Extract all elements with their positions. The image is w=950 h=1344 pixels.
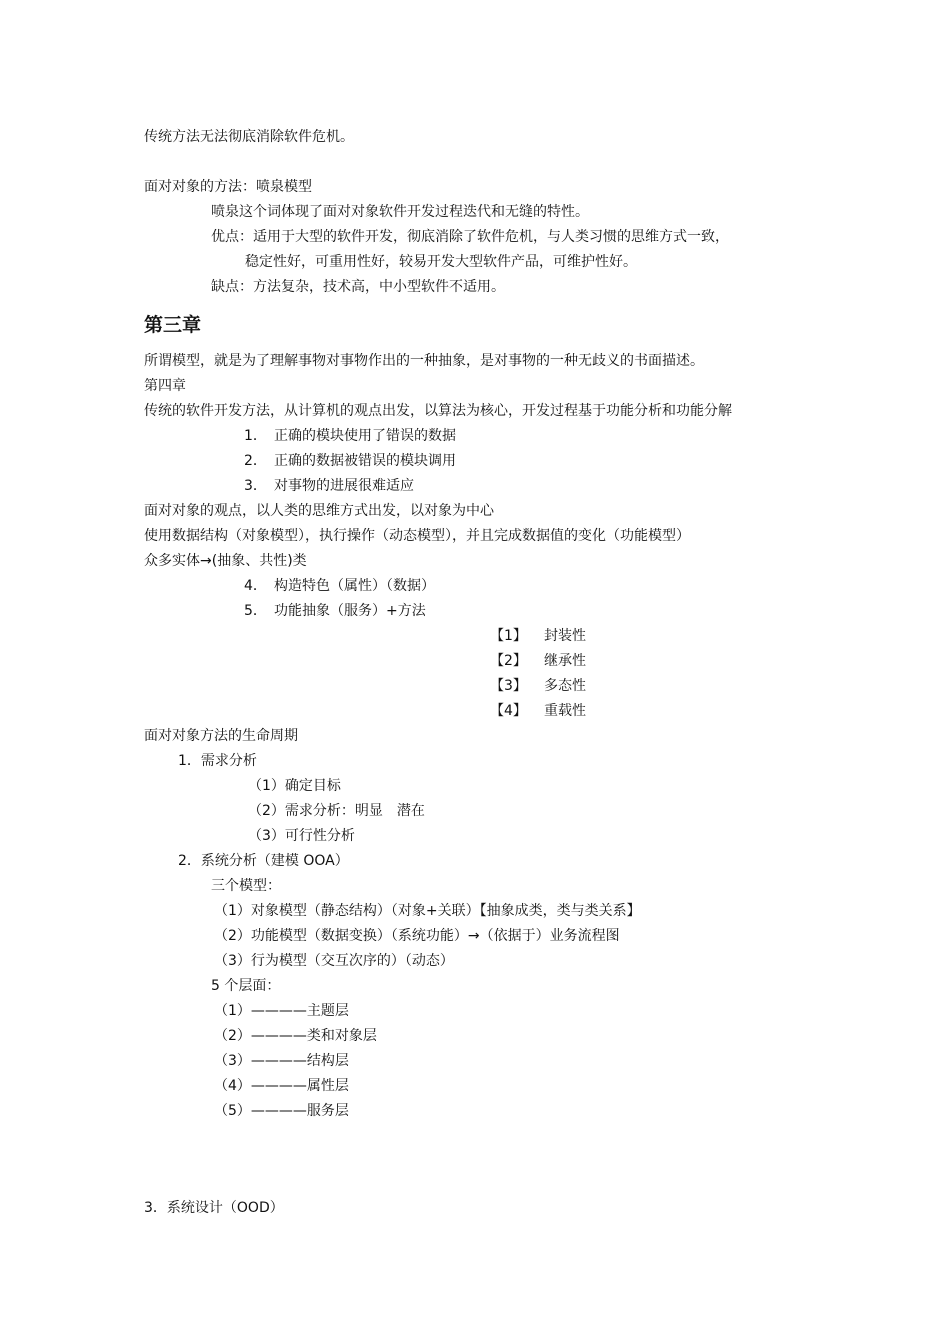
class-part-text: 功能抽象（服务）+方法 (274, 603, 426, 619)
problem-item-2 (244, 452, 456, 470)
feature-item (490, 652, 586, 670)
traditional-method: 传统的软件开发方法，从计算机的观点出发，以算法为核心，开发过程基于功能分析和功能分解 (144, 403, 732, 419)
feature-text: 多态性 (544, 678, 586, 694)
entities-to-class: 众多实体→(抽象、共性)类 (144, 553, 307, 569)
problem-number: 1． (244, 428, 267, 444)
feature-text: 封装性 (544, 628, 586, 644)
oo-viewpoint: 面对对象的观点，以人类的思维方式出发，以对象为中心 (144, 503, 494, 519)
chapter-3-heading: 第三章 (144, 314, 202, 336)
chapter-4-heading: 第四章 (144, 378, 186, 394)
problem-text: 正确的模块使用了错误的数据 (274, 428, 456, 444)
model-item: （1）对象模型（静态结构）（对象+关联）【抽象成类，类与类关系】 (214, 903, 641, 919)
problem-text: 对事物的进展很难适应 (274, 478, 414, 494)
lifecycle-step-3: 3．系统设计（OOD） (144, 1200, 284, 1216)
problem-text: 正确的数据被错误的模块调用 (274, 453, 456, 469)
oo-usage: 使用数据结构（对象模型），执行操作（动态模型），并且完成数据值的变化（功能模型） (144, 528, 690, 544)
problem-number: 3． (244, 478, 267, 494)
fountain-model-description: 喷泉这个词体现了面对对象软件开发过程迭代和无缝的特性。 (211, 204, 589, 220)
feature-tag: 【1】 (490, 628, 527, 644)
feature-item (490, 702, 586, 720)
problem-number: 2． (244, 453, 267, 469)
class-part-number: 4． (244, 578, 267, 594)
class-part-number: 5． (244, 603, 267, 619)
three-models-label: 三个模型： (211, 878, 281, 894)
model-item: （2）功能模型（数据变换）（系统功能）→（依据于）业务流程图 (214, 928, 620, 944)
paragraph-traditional-crisis: 传统方法无法彻底消除软件危机。 (144, 129, 354, 145)
layer-item: （2）————类和对象层 (214, 1028, 377, 1044)
problem-item-3 (244, 477, 414, 495)
model-item: （3）行为模型（交互次序的）（动态） (214, 953, 454, 969)
step-1-item: （3）可行性分析 (248, 828, 355, 844)
fountain-model-title: 面对对象的方法：喷泉模型 (144, 179, 312, 195)
class-part-item-5 (244, 602, 426, 620)
layer-item: （4）————属性层 (214, 1078, 349, 1094)
problem-item-1 (244, 427, 456, 445)
step-1-item: （2）需求分析：明显 潜在 (248, 803, 425, 819)
fountain-pros-line-1: 优点：适用于大型的软件开发，彻底消除了软件危机，与人类习惯的思维方式一致， (211, 229, 729, 245)
class-part-text: 构造特色（属性）（数据） (274, 578, 435, 594)
layer-item: （3）————结构层 (214, 1053, 349, 1069)
feature-tag: 【2】 (490, 653, 527, 669)
layer-item: （1）————主题层 (214, 1003, 349, 1019)
class-part-item-4 (244, 577, 435, 595)
model-definition: 所谓模型，就是为了理解事物对事物作出的一种抽象，是对事物的一种无歧义的书面描述。 (144, 353, 704, 369)
feature-item (490, 627, 586, 645)
lifecycle-step-1: 1．需求分析 (178, 753, 257, 769)
feature-item (490, 677, 586, 695)
fountain-cons: 缺点：方法复杂，技术高，中小型软件不适用。 (211, 279, 505, 295)
fountain-pros-line-2: 稳定性好，可重用性好，较易开发大型软件产品，可维护性好。 (245, 254, 637, 270)
five-layers-label: 5 个层面： (211, 978, 281, 994)
lifecycle-title: 面对对象方法的生命周期 (144, 728, 298, 744)
feature-text: 重载性 (544, 703, 586, 719)
step-1-item: （1）确定目标 (248, 778, 341, 794)
feature-tag: 【3】 (490, 678, 527, 694)
layer-item: （5）————服务层 (214, 1103, 349, 1119)
feature-text: 继承性 (544, 653, 586, 669)
lifecycle-step-2: 2．系统分析（建模 OOA） (178, 853, 349, 869)
feature-tag: 【4】 (490, 703, 527, 719)
